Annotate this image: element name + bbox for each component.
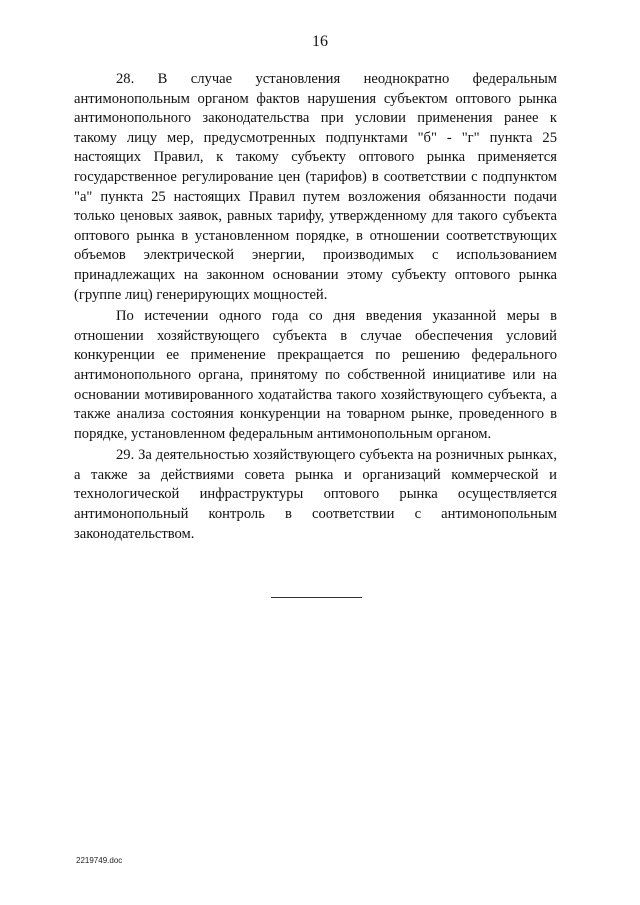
page-number: 16 (312, 33, 328, 50)
end-divider (271, 597, 362, 598)
paragraph-28: 28. В случае установления неоднократно федеральным антимонопольным органом фактов нарушения субъектом оптового рынка антимонопольного законодательства при условии применения ранее к такому лицу мер, предусмотренных подпунктами "б" - "г" пункта 25 настоящих Правил, к такому субъекту оптового рынка применяется государственное регулирование цен (тарифов) в соответствии с подпунктом "а" пункта 25 настоящих Правил путем возложения обязанности подачи только ценовых заявок, равных тарифу, утвержденному для такого субъекта оптового рынка в установленном порядке, в отношении соответствующих объемов электрической энергии, производимых с использованием принадлежащих на законном основании этому субъекту оптового рынка (группе лиц) генерирующих мощностей. (74, 71, 557, 303)
paragraph-28-continuation: По истечении одного года со дня введения указанной меры в отношении хозяйствующего субъекта в случае обеспечения условий конкуренции ее применение прекращается по решению федерального антимонопольного органа, принятому по собственной инициативе или на основании мотивированного ходатайства такого хозяйствующего субъекта, а также анализа состояния конкуренции на товарном рынке, проведенного в порядке, установленном федеральным антимонопольным органом. (74, 308, 557, 442)
footer-filename: 2219749.doc (76, 856, 123, 865)
paragraph-29: 29. За деятельностью хозяйствующего субъекта на розничных рынках, а также за действиями совета рынка и организаций коммерческой и технологической инфраструктуры оптового рынка осуществляется антимонопольный контроль в соответствии с антимонопольным законодательством. (74, 447, 557, 542)
document-body (74, 70, 557, 544)
